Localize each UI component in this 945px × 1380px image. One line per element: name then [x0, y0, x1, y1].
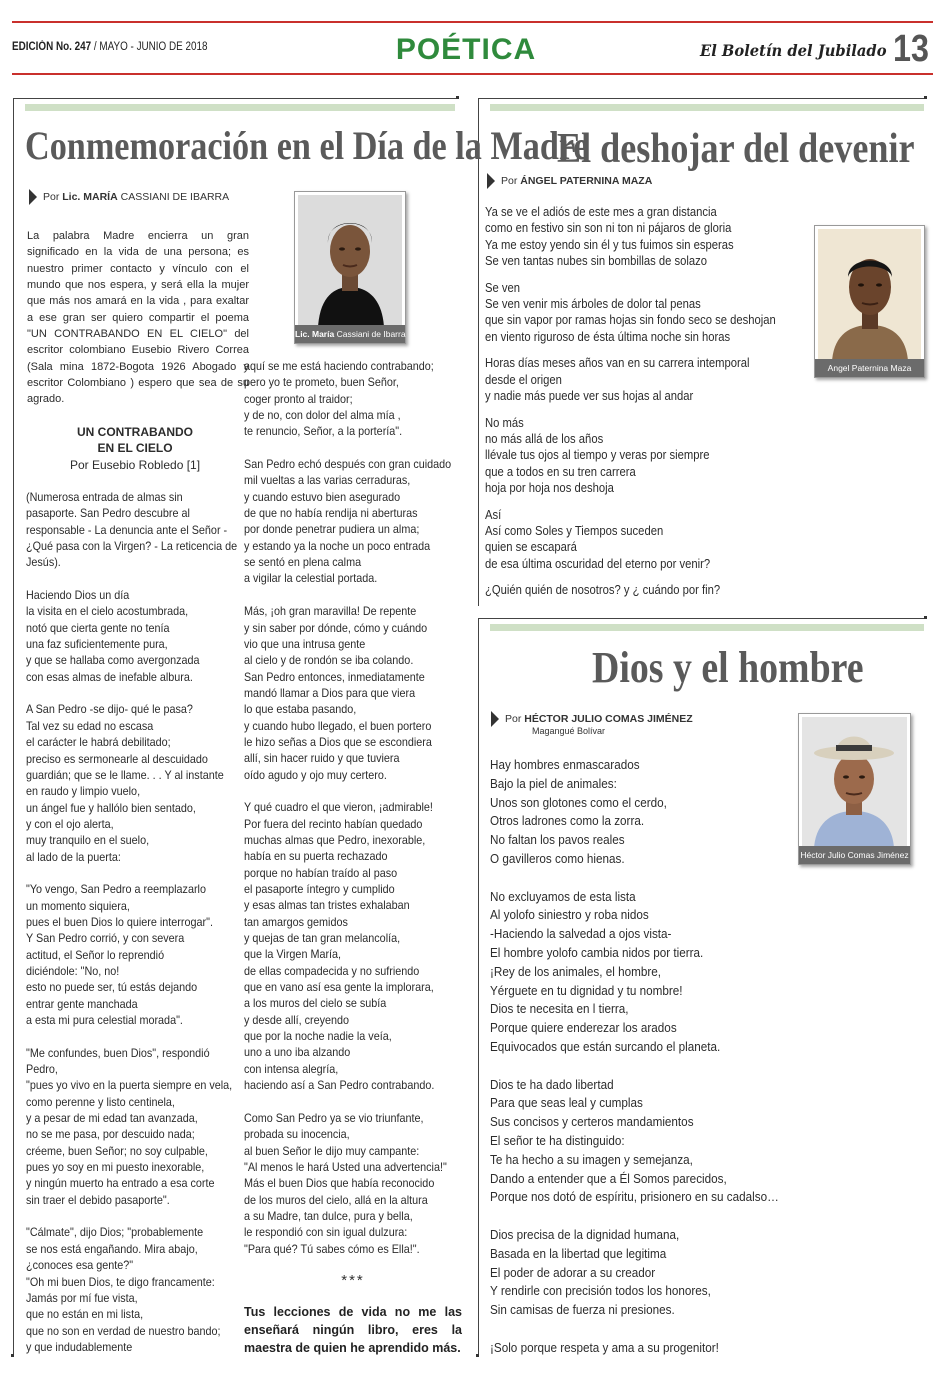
article2-poem [485, 204, 808, 599]
text-line: Dando a entender que a Él Somos parecidos, [490, 1170, 727, 1186]
text-line: uno a uno iba alzando [244, 1045, 351, 1060]
text-line: la visita en el cielo acostumbrada, [26, 604, 189, 619]
text-line: le hizo señas a Dios que se escondiera [244, 734, 432, 749]
text-line: Así [485, 507, 502, 522]
article1-closing: Tus lecciones de vida no me las enseñará ningún libro, eres la maestra de quien he aprendido más. [244, 1305, 462, 1355]
text-line: esto no puede ser, tú estás dejando [26, 980, 198, 995]
text-line: Basada en la libertad que legitima [490, 1245, 667, 1261]
section-title: POÉTICA [395, 33, 537, 66]
text-line: ¿conoces esa gente?" [26, 1258, 134, 1273]
text-line: que la Virgen María, [244, 947, 342, 962]
poem-author: Por Eusebio Robledo [1] [69, 457, 201, 472]
text-line: (Numerosa entrada de almas sin [26, 490, 183, 504]
frame-corner-dot [11, 1354, 14, 1357]
text-line: de que no había rendija ni aberturas [244, 506, 418, 521]
text-line: en raudo y limpio vuelo, [26, 784, 141, 799]
text-line: Porque quiere enderezar los arados [490, 1020, 677, 1036]
text-line: "Para qué? Tú sabes cómo es Ella!". [244, 1241, 420, 1256]
text-line: Se ven venir mis árboles de dolor tal penas [485, 296, 701, 311]
text-line: Más el buen Dios que había reconocido [244, 1176, 435, 1191]
text-line: notó que cierta gente no tenía [26, 620, 170, 635]
edition-number: EDICIÓN No. 247 [12, 41, 92, 53]
byline-triangle-icon [29, 189, 37, 205]
text-line: haciendo así a San Pedro contrabando. [244, 1078, 435, 1093]
article3-poem [490, 756, 811, 1358]
article1-author-first: Lic. MARÍA [62, 190, 118, 203]
text-line: de ellas compadecida y no sufriendo [244, 963, 420, 978]
section-divider-stars: *** [341, 1272, 365, 1289]
text-line: Para que seas leal y cumplas [490, 1095, 643, 1111]
text-line: Yérguete en tu dignidad y tu nombre! [490, 982, 683, 998]
frame-corner-dot [456, 96, 459, 99]
text-line: Equivocados que están surcando el planeta. [490, 1038, 721, 1054]
text-line: Sin camisas de fuerza ni presiones. [490, 1302, 675, 1318]
text-line: "Oh mi buen Dios, te digo francamente: [26, 1274, 215, 1289]
text-line: Haciendo Dios un día [26, 588, 130, 603]
text-line: Tal vez su edad no escasa [26, 718, 154, 733]
article2-author-photo [814, 225, 925, 378]
text-line: "Cálmate", dijo Dios; "probablemente [26, 1225, 204, 1240]
text-line: Dios te necesita en l tierra, [490, 1001, 629, 1017]
text-line: Ya me estoy yendo sin él y tus fuimos sin esperas [485, 237, 734, 252]
article1-column-b [244, 358, 474, 1257]
text-line: vio que una intrusa gente [244, 636, 366, 651]
text-line: te renuncio, Señor, a la portería". [244, 424, 403, 439]
text-line: pues yo soy en mi puesto inexorable, [26, 1160, 205, 1175]
text-line: "Me confundes, buen Dios", respondió [26, 1045, 210, 1060]
stanza-break [26, 865, 261, 881]
text-line: Te ha hecho a su imagen y semejanza, [490, 1151, 693, 1167]
text-line: El hombre yolofo cambia nidos por tierra. [490, 944, 704, 960]
text-line: Dios precisa de la dignidad humana, [490, 1226, 680, 1242]
text-line: y de no, con dolor del alma mía , [244, 408, 401, 423]
text-line: Otros ladrones como la zorra. [490, 813, 645, 829]
text-line: La palabra Madre encierra un gran [27, 230, 249, 242]
text-line: a ese gran ser quiero compartir el poema [27, 311, 249, 324]
text-line: mandó llamar a Dios para que viera [244, 685, 416, 700]
text-line: créeme, buen Señor; no soy culpable, [26, 1143, 208, 1158]
text-line: Jamás por mí fue vista, [26, 1290, 138, 1305]
stanza-break [244, 783, 474, 799]
stanza-break [244, 1093, 474, 1109]
text-line: al cielo y de rondón se iba colando. [244, 653, 414, 668]
text-line: Pedro, [26, 1062, 58, 1077]
text-line: Y rendirle con precisión todos los honores, [490, 1283, 711, 1299]
text-line: No excluyamos de esta lista [490, 888, 636, 904]
text-line: (Sala mina 1872-Bogota 1926 Abogado y [27, 360, 249, 373]
text-line: que sin vapor por ramas hojas sin fondo seco se deshojan [485, 313, 776, 328]
text-line: y cuando estuvo bien asegurado [244, 489, 401, 504]
text-line: se sentó en plena calma [244, 555, 362, 570]
text-line: al lado de la puerta: [26, 849, 121, 864]
text-line: Más, ¡oh gran maravilla! De repente [244, 604, 417, 619]
article1-photo-caption: Lic. María Cassiani de Ibarra [295, 325, 405, 343]
stanza-break [490, 869, 811, 888]
text-line: no más allá de los años [485, 432, 604, 447]
article1-author-photo [294, 191, 406, 344]
text-line: Hay hombres enmascarados [490, 757, 640, 772]
article1-title: Conmemoración en el Día de la Madre [25, 123, 589, 168]
text-line: no se me pasa, por descuido nada; [26, 1127, 195, 1142]
text-line: y a pesar de mi edad tan avanzada, [26, 1111, 198, 1126]
poem-heading [25, 424, 245, 473]
text-line: Ya se ve el adiós de este mes a gran distancia [485, 205, 717, 219]
text-line: y esas almas tan tristes exhalaban [244, 898, 410, 913]
publication-name: El Boletín del Jubilado [700, 41, 887, 60]
text-line: actitud, el Señor lo reprendió [26, 947, 165, 962]
text-line: Así como Soles y Tiempos suceden [485, 524, 664, 539]
stanza-break [26, 1208, 261, 1224]
text-line: significado en la vida de una persona; es [27, 246, 249, 259]
frame-corner-dot [924, 96, 927, 99]
edition-label: EDICIÓN No. 247 / MAYO - JUNIO DE 2018 [12, 41, 208, 53]
article2-title: El deshojar del devenir [557, 126, 915, 172]
text-line: escritor Colombiano ) espero que sea de su [27, 377, 249, 390]
text-line: San Pedro echó después con gran cuidado [244, 457, 452, 472]
text-line: había en su puerta rechazado [244, 849, 388, 864]
article1-intro [27, 228, 249, 408]
text-line: y con el ojo alerta, [26, 816, 114, 831]
stanza-break [244, 440, 474, 456]
frame-corner-dot [924, 616, 927, 619]
text-line: y ningún muerto ha entrado a esa corte [26, 1176, 215, 1191]
text-line: Sus concisos y certeros mandamientos [490, 1114, 694, 1130]
text-line: y estando ya la noche un poco entrada [244, 538, 431, 553]
text-line: Y qué cuadro el que vieron, ¡admirable! [244, 800, 433, 815]
text-line: guardián; que se le llame. . . Y al instante [26, 767, 224, 782]
stanza-break [490, 1320, 811, 1339]
text-line: ¿Qué pasa con la Virgen? - La reticencia de [26, 539, 238, 554]
text-line: entrar gente manchada [26, 996, 138, 1011]
text-line: un momento siquiera, [26, 898, 130, 913]
text-line: como en festivo sin son ni ton ni pájaros de gloria [485, 221, 732, 236]
text-line: Por fuera del recinto habían quedado [244, 816, 423, 831]
text-line: escritor colombiano Eusebio Rivero Correa [27, 344, 249, 357]
portrait-woman-image [298, 195, 402, 325]
portrait-man-hat-image [802, 717, 907, 846]
text-line: agrado. [27, 393, 65, 406]
article3-author-photo [798, 713, 911, 865]
article1-column-a [26, 489, 261, 1355]
article3-byline: Por HÉCTOR JULIO COMAS JIMÉNEZ [491, 711, 693, 727]
text-line: muchas almas que Pedro, inexorable, [244, 832, 426, 847]
stanza-break [244, 587, 474, 603]
accent-bar [490, 624, 924, 631]
stanza-break [490, 1057, 811, 1076]
text-line: mil vueltas a las varias cerraduras, [244, 473, 411, 488]
text-line: nuestro primer contacto y vínculo con el [27, 262, 249, 275]
text-line: Dios te ha dado libertad [490, 1076, 614, 1092]
text-line: en viento riguroso de ésta última noche sin horas [485, 329, 731, 344]
accent-bar [25, 104, 455, 111]
text-line: Bajo la piel de animales: [490, 775, 617, 791]
text-line: desde el origen [485, 372, 562, 387]
stanza-break [26, 1028, 261, 1044]
text-line: Jesús). [26, 555, 61, 570]
text-line: ¿Quién quién de nosotros? y ¿ cuándo por fin? [485, 583, 721, 598]
article3-photo-caption: Héctor Julio Comas Jiménez [799, 846, 910, 864]
text-line: probada su inocencia, [244, 1127, 350, 1142]
text-line: llévale tus ojos al tiempo y veras por siempre [485, 448, 710, 463]
text-line: "UN CONTRABANDO EN EL CIELO" del [27, 328, 249, 341]
text-line: mundo que nos espera, y será ella la mujer [27, 279, 249, 292]
text-line: le respondió con sin igual dulzura: [244, 1225, 408, 1240]
text-line: "pues yo vivo en la puerta siempre en vela, [26, 1078, 233, 1093]
article1-author-rest: CASSIANI DE IBARRA [120, 190, 230, 203]
text-line: que más nos amará en la vida , para exaltar [27, 295, 249, 308]
text-line: Se ven tantas nubes sin bombillas de solazo [485, 253, 708, 268]
text-line: sin traer el debido pasaporte". [26, 1192, 170, 1207]
text-line: de los muros del cielo, allá en la altura [244, 1192, 428, 1207]
frame-corner-dot [476, 1354, 479, 1357]
text-line: pero yo te prometo, buen Señor, [244, 375, 399, 390]
text-line: No faltan los pavos reales [490, 832, 625, 848]
text-line: Unos son glotones como el cerdo, [490, 794, 667, 810]
edition-date: MAYO - JUNIO DE 2018 [99, 41, 208, 53]
text-line: -Haciendo la salvedad a ojos vista- [490, 926, 672, 942]
text-line: oído agudo y ojo muy certero. [244, 767, 387, 782]
text-line: y que indudablemente [26, 1339, 133, 1354]
text-line: y desde allí, creyendo [244, 1012, 350, 1027]
text-line: que en vano así esa gente la implorara, [244, 980, 434, 995]
text-line: preciso es sermonearle al descuidado [26, 751, 208, 766]
article3-title: Dios y el hombre [592, 643, 864, 692]
byline-triangle-icon [491, 711, 499, 727]
text-line: a su Madre, tan dulce, pura y bella, [244, 1208, 413, 1223]
accent-bar [490, 104, 924, 111]
stanza-break [485, 404, 808, 415]
text-line: lo que estaba pasando, [244, 702, 357, 717]
text-line: El señor te ha distinguido: [490, 1132, 625, 1148]
text-line: "Al menos le hará Usted una advertencia!" [244, 1159, 447, 1174]
header-bottom-rule [12, 73, 933, 75]
text-line: con intensa alegría, [244, 1061, 339, 1076]
text-line: de esa última oscuridad del eterno por venir? [485, 556, 711, 571]
text-line: porque no habían traído al paso [244, 865, 398, 880]
text-line: San Pedro entonces, inmediatamente [244, 669, 425, 684]
text-line: pues el buen Dios lo quiere interrogar". [26, 914, 213, 929]
text-line: coger pronto al traidor; [244, 391, 353, 406]
text-line: con esas almas de inefable albura. [26, 669, 193, 684]
text-line: O gavilleros como hienas. [490, 850, 625, 866]
text-line: Como San Pedro ya se vio triunfante, [244, 1110, 424, 1125]
stanza-break [26, 685, 261, 701]
text-line: por donde penetrar pudiera un alma; [244, 522, 420, 537]
text-line: el carácter le habrá debilitado; [26, 735, 171, 750]
text-line: pasaporte. San Pedro descubre al [26, 506, 190, 521]
stanza-break [485, 496, 808, 507]
text-line: aquí se me está haciendo contrabando; [244, 359, 434, 373]
article1-byline: Por Lic. MARÍA CASSIANI DE IBARRA [29, 189, 229, 205]
text-line: allí, sin hacer ruido y que tuviera [244, 751, 400, 766]
text-line: al buen Señor le dijo muy campante: [244, 1143, 420, 1158]
text-line: que a todos en su tren carrera [485, 464, 636, 479]
text-line: y quejas de tan gran melancolía, [244, 931, 401, 946]
text-line: a vigilar la celestial portada. [244, 571, 378, 586]
article2-author: ÁNGEL PATERNINA MAZA [520, 174, 653, 187]
text-line: responsable - La denuncia ante el Señor - [26, 522, 228, 537]
text-line: El poder de adorar a su creador [490, 1264, 656, 1280]
text-line: ¡Rey de los animales, el hombre, [490, 963, 662, 979]
text-line: Porque nos dotó de espíritu, prisionero en su cadalso… [490, 1189, 779, 1205]
text-line: un ángel fue y hallólo bien sentado, [26, 800, 196, 815]
stanza-break [490, 1207, 811, 1226]
stanza-break [485, 572, 808, 583]
text-line: como perenne y listo centinela, [26, 1094, 175, 1109]
text-line: que no están en mi lista, [26, 1307, 144, 1322]
text-line: el pasaporte íntegro y cumplido [244, 882, 395, 896]
text-line: diciéndole: "No, no! [26, 963, 120, 978]
text-line: hoja por hoja nos deshoja [485, 480, 614, 495]
article2-photo-caption: Angel Paternina Maza [815, 359, 924, 377]
text-line: ¡Solo porque respeta y ama a su progenitor! [490, 1339, 719, 1355]
text-line: muy tranquilo en el suelo, [26, 833, 150, 848]
text-line: No más [485, 415, 524, 430]
stanza-break [485, 269, 808, 280]
stanza-break [26, 571, 261, 587]
article3-author: HÉCTOR JULIO COMAS JIMÉNEZ [524, 712, 693, 725]
portrait-man-image [818, 229, 921, 359]
text-line: "Yo vengo, San Pedro a reemplazarlo [26, 882, 206, 897]
stanza-break [485, 345, 808, 356]
poem-title-line1: UN CONTRABANDO [77, 425, 193, 439]
text-line: que por la noche nadie la veía, [244, 1029, 392, 1044]
text-line: y nadie más puede ver sus hojas al andar [485, 388, 694, 403]
text-line: y sin saber por dónde, cómo y cuándo [244, 620, 428, 635]
text-line: que no son en verdad de nuestro bando; [26, 1323, 221, 1338]
text-line: a esta mi pura celestial morada". [26, 1013, 183, 1027]
article2-byline: Por ÁNGEL PATERNINA MAZA [487, 173, 652, 189]
text-line: y cuando hubo llegado, el buen portero [244, 718, 432, 733]
text-line: Y San Pedro corrió, y con severa [26, 931, 185, 946]
poem-title-line2: EN EL CIELO [97, 441, 173, 456]
text-line: una faz suficientemente pura, [26, 637, 168, 652]
text-line: Horas días meses años van en su carrera intemporal [485, 356, 750, 371]
text-line: tan amargos gemidos [244, 914, 348, 929]
article3-location: Magangué Bolívar [532, 726, 606, 736]
text-line: a los muros del cielo se subía [244, 996, 387, 1011]
text-line: A San Pedro -se dijo- qué le pasa? [26, 702, 193, 717]
text-line: y que se hallaba como avergonzada [26, 653, 200, 668]
page-number: 13 [893, 28, 929, 70]
text-line: Al yolofo siniestro y roba nidos [490, 907, 649, 923]
text-line: quien se escapará [485, 540, 577, 555]
text-line: se nos está engañando. Mira abajo, [26, 1241, 198, 1256]
byline-triangle-icon [487, 173, 495, 189]
header-top-rule [12, 21, 933, 23]
text-line: Se ven [485, 280, 521, 295]
